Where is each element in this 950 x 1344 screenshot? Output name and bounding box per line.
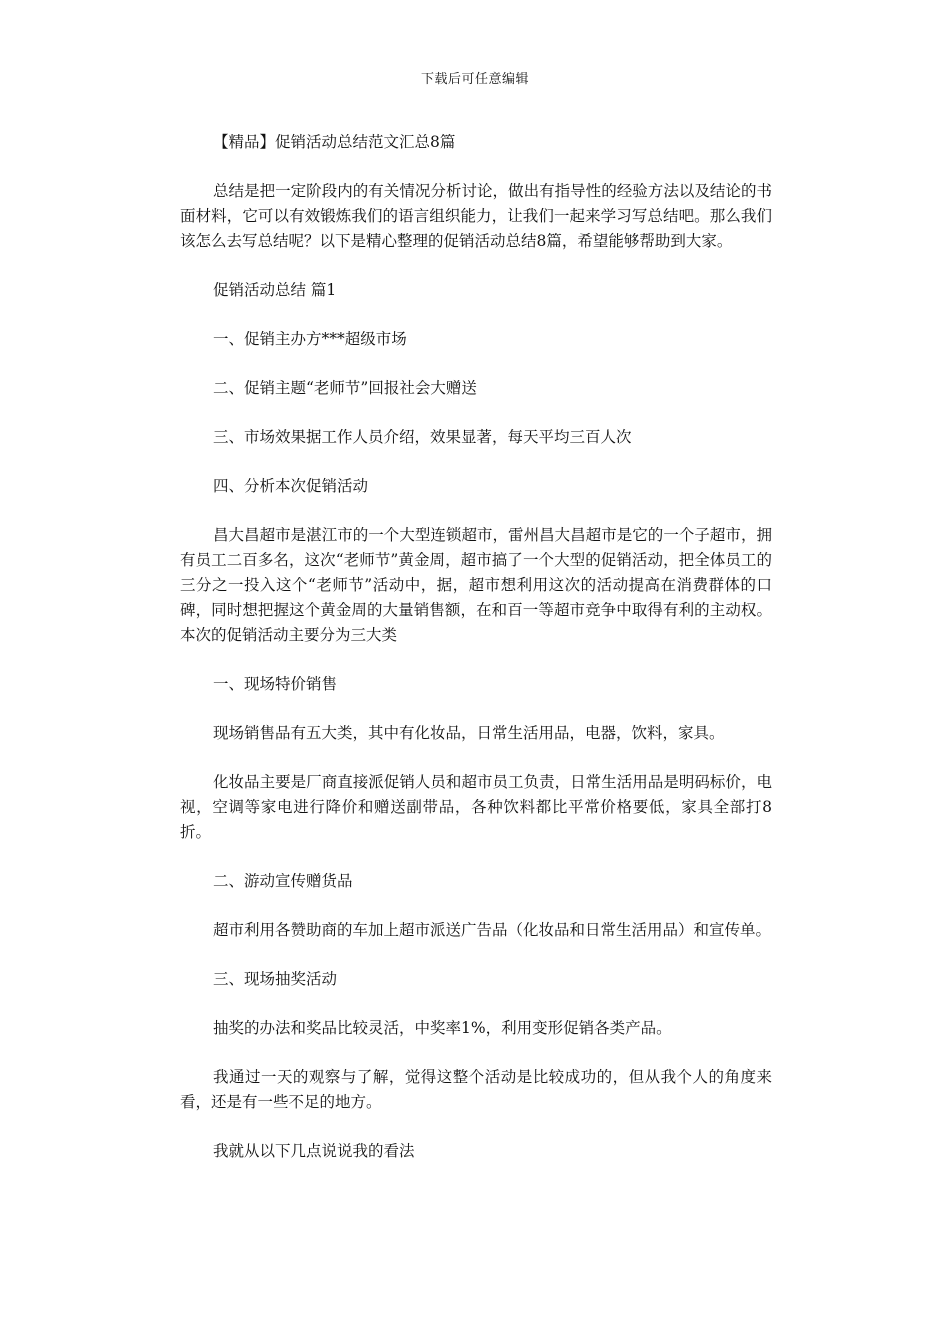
subheading: 二、游动宣传赠货品 bbox=[213, 872, 353, 890]
body-paragraph: 化妆品主要是厂商直接派促销人员和超市员工负责，日常生活用品是明码标价，电视，空调等家电进行降价和赠送副带品，各种饮料都比平常价格要低，家具全部打8折。 bbox=[180, 773, 772, 841]
subheading: 一、现场特价销售 bbox=[213, 675, 338, 693]
page-header: 下载后可任意编辑 bbox=[420, 72, 529, 87]
body-paragraph: 我就从以下几点说说我的看法 bbox=[213, 1142, 415, 1160]
body-paragraph: 昌大昌超市是湛江市的一个大型连锁超市，雷州昌大昌超市是它的一个子超市，拥有员工二百多名，这次“老师节”黄金周，超市搞了一个大型的促销活动，把全体员工的三分之一投入这个“老师节”活动中，据，超市想利用这次的活动提高在消费群体的口碑，同时想把握这个黄金周的大量销售额，在和百一等超市竞争中取得有利的主动权。本次的促销活动主要分为三大类 bbox=[180, 526, 772, 644]
document-title: 【精品】促销活动总结范文汇总8篇 bbox=[213, 133, 456, 151]
body-paragraph: 我通过一天的观察与了解，觉得这整个活动是比较成功的，但从我个人的角度来看，还是有一些不足的地方。 bbox=[180, 1068, 772, 1111]
body-paragraph: 抽奖的办法和奖品比较灵活，中奖率1%，利用变形促销各类产品。 bbox=[213, 1019, 672, 1037]
section-heading: 促销活动总结 篇1 bbox=[213, 281, 337, 299]
document-body bbox=[180, 130, 772, 1188]
body-paragraph: 现场销售品有五大类，其中有化妆品，日常生活用品，电器，饮料，家具。 bbox=[213, 724, 725, 742]
list-item: 四、分析本次促销活动 bbox=[213, 477, 369, 495]
list-item: 一、促销主办方***超级市场 bbox=[213, 330, 407, 348]
list-item: 二、促销主题“老师节”回报社会大赠送 bbox=[213, 379, 477, 397]
subheading: 三、现场抽奖活动 bbox=[213, 970, 338, 988]
list-item: 三、市场效果据工作人员介绍，效果显著，每天平均三百人次 bbox=[213, 428, 632, 446]
body-paragraph: 超市利用各赞助商的车加上超市派送广告品（化妆品和日常生活用品）和宣传单。 bbox=[213, 921, 772, 939]
intro-paragraph: 总结是把一定阶段内的有关情况分析讨论，做出有指导性的经验方法以及结论的书面材料，它可以有效锻炼我们的语言组织能力，让我们一起来学习写总结吧。那么我们该怎么去写总结呢？以下是精心整理的促销活动总结8篇，希望能够帮助到大家。 bbox=[180, 182, 772, 250]
